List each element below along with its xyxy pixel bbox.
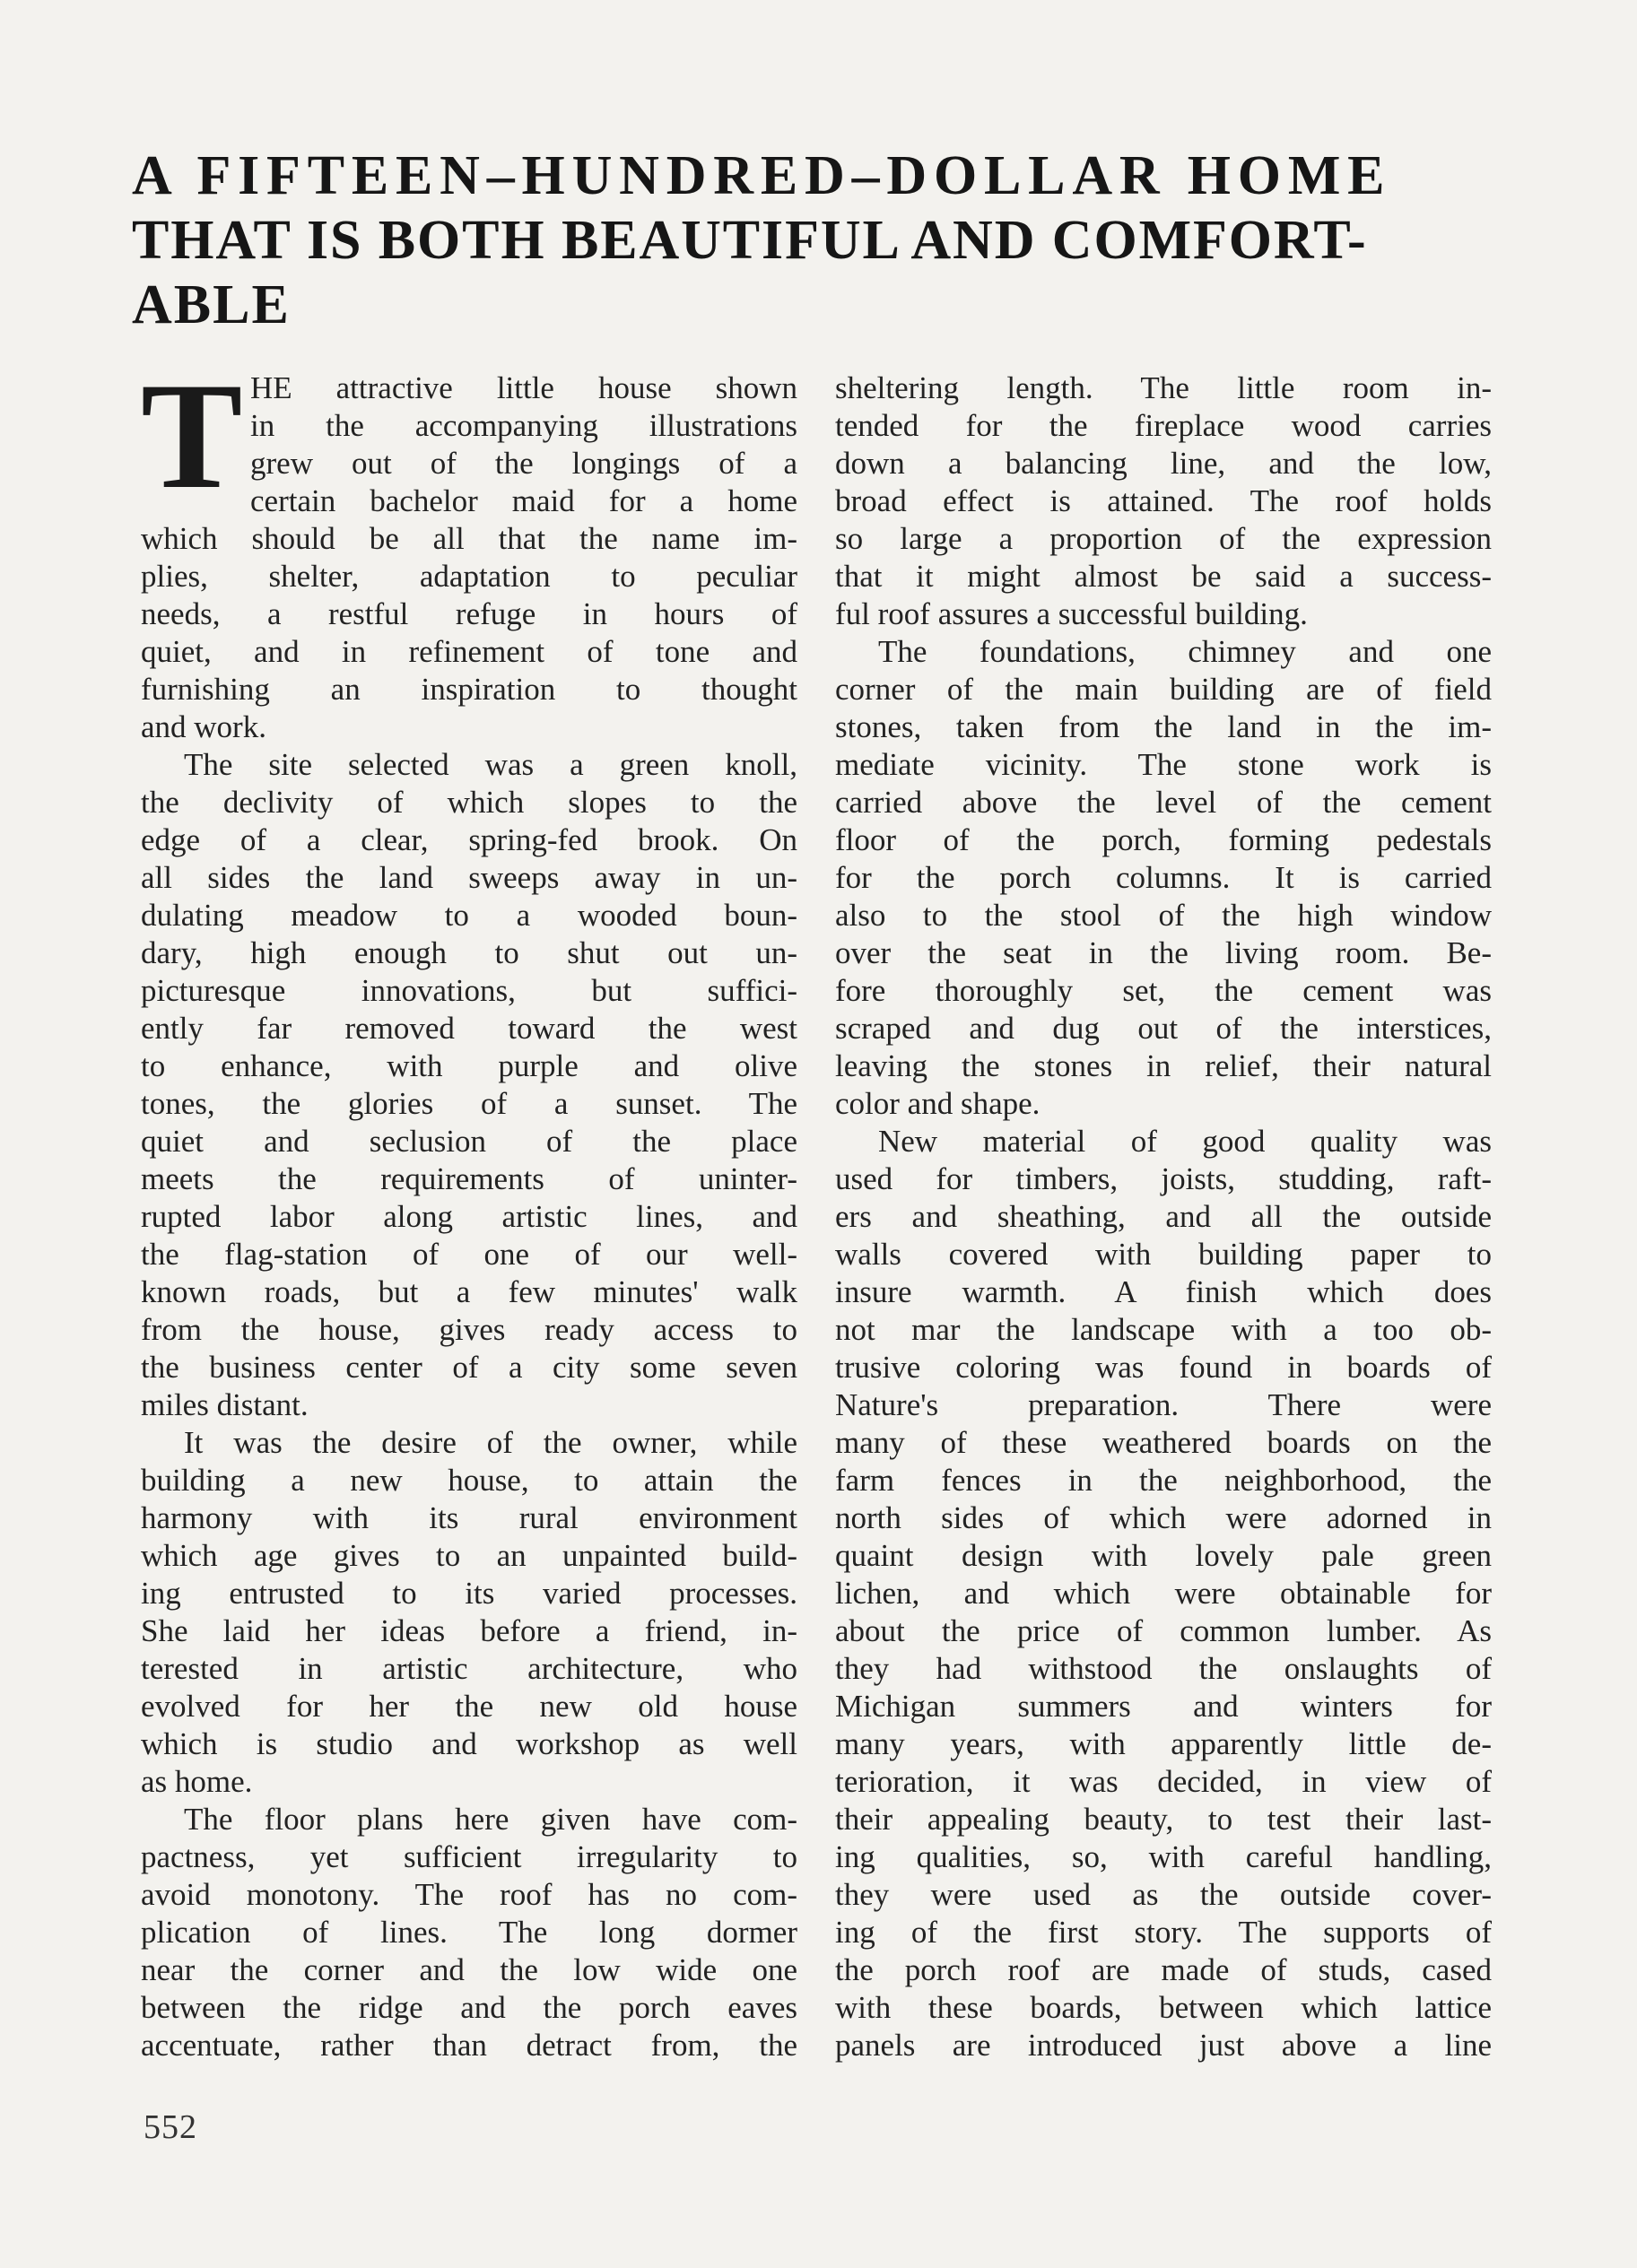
text-line: walls covered with building paper to [835,1237,1492,1272]
text-line: to enhance, with purple and olive [141,1048,797,1083]
text-line: lichen, and which were obtainable for [835,1576,1492,1611]
text-line: stones, taken from the land in the im- [835,709,1492,744]
text-line: quaint design with lovely pale green [835,1538,1492,1573]
text-line: down a balancing line, and the low, [835,446,1492,481]
drop-cap: T [141,352,243,520]
text-line: the business center of a city some seven [141,1350,797,1385]
text-line: building a new house, to attain the [141,1463,797,1498]
text-line: The site selected was a green knoll, [184,747,797,782]
text-line: tended for the fireplace wood carries [835,408,1492,443]
text-line: that it might almost be said a success- [835,559,1492,594]
text-line: north sides of which were adorned in [835,1500,1492,1535]
text-line: edge of a clear, spring-fed brook. On [141,822,797,857]
text-line: panels are introduced just above a line [835,2028,1492,2063]
text-line: furnishing an inspiration to thought [141,672,797,707]
right-column [835,369,1492,2064]
text-line: dulating meadow to a wooded boun- [141,898,797,933]
text-line: used for timbers, joists, studding, raft- [835,1161,1492,1196]
text-line: It was the desire of the owner, while [184,1425,797,1460]
text-line: corner of the main building are of field [835,672,1492,707]
page-number: 552 [144,2108,197,2146]
text-line: harmony with its rural environment [141,1500,797,1535]
text-line: so large a proportion of the expression [835,521,1492,556]
text-line: broad effect is attained. The roof holds [835,483,1492,518]
paragraph [835,633,1492,1123]
text-line: ful roof assures a successful building. [835,596,1308,631]
text-line: over the seat in the living room. Be- [835,935,1492,970]
text-line: plies, shelter, adaptation to peculiar [141,559,797,594]
text-line: with these boards, between which lattice [835,1990,1492,2025]
text-line: miles distant. [141,1387,309,1422]
paragraph [835,1123,1492,2064]
text-line: sheltering length. The little room in- [835,370,1492,405]
text-line: Michigan summers and winters for [835,1689,1492,1724]
text-line: the porch roof are made of studs, cased [835,1952,1492,1987]
text-line: ing qualities, so, with careful handling, [835,1839,1492,1874]
text-line: floor of the porch, forming pedestals [835,822,1492,857]
text-line: terioration, it was decided, in view of [835,1764,1492,1799]
text-line: color and shape. [835,1086,1041,1121]
text-line: their appealing beauty, to test their last- [835,1802,1492,1837]
text-line: evolved for her the new old house [141,1689,797,1724]
text-line: they had withstood the onslaughts of [835,1651,1492,1686]
text-line: about the price of common lumber. As [835,1613,1492,1648]
text-line: picturesque innovations, but suffici- [141,973,797,1008]
text-line: all sides the land sweeps away in un- [141,860,797,895]
text-line: insure warmth. A finish which does [835,1274,1492,1309]
text-line: tones, the glories of a sunset. The [141,1086,797,1121]
text-line: certain bachelor maid for a home [250,483,797,518]
text-line: they were used as the outside cover- [835,1877,1492,1912]
text-line: in the accompanying illustrations [250,408,797,443]
text-line: from the house, gives ready access to [141,1312,797,1347]
text-line: New material of good quality was [878,1124,1492,1159]
text-line: scraped and dug out of the interstices, [835,1011,1492,1046]
paragraph [141,352,797,746]
text-line: known roads, but a few minutes' walk [141,1274,797,1309]
left-column [141,352,797,2064]
text-line: and work. [141,709,266,744]
title-line-1: A FIFTEEN–HUNDRED–DOLLAR HOME [132,145,1392,206]
text-line: quiet, and in refinement of tone and [141,634,797,669]
text-line: which should be all that the name im- [141,521,797,556]
text-line: avoid monotony. The roof has no com- [141,1877,797,1912]
paragraph [835,369,1492,633]
text-line: as home. [141,1764,253,1799]
text-line: many of these weathered boards on the [835,1425,1492,1460]
text-line: meets the requirements of uninter- [141,1161,797,1196]
text-line: the declivity of which slopes to the [141,785,797,820]
paragraph [141,1801,797,2064]
text-line: fore thoroughly set, the cement was [835,973,1492,1008]
text-line: needs, a restful refuge in hours of [141,596,797,631]
text-line: leaving the stones in relief, their natural [835,1048,1492,1083]
text-line: ing of the first story. The supports of [835,1915,1492,1950]
text-line: dary, high enough to shut out un- [141,935,797,970]
text-line: which age gives to an unpainted build- [141,1538,797,1573]
text-line: many years, with apparently little de- [835,1726,1492,1761]
text-line: near the corner and the low wide one [141,1952,797,1987]
text-line: the flag-station of one of our well- [141,1237,797,1272]
title-line-3: ABLE [132,274,291,335]
text-line: She laid her ideas before a friend, in- [141,1613,797,1648]
text-line: also to the stool of the high window [835,898,1492,933]
text-line: plication of lines. The long dormer [141,1915,797,1950]
text-line: not mar the landscape with a too ob- [835,1312,1492,1347]
text-line: quiet and seclusion of the place [141,1124,797,1159]
title-line-2: THAT IS BOTH BEAUTIFUL AND COMFORT- [132,210,1368,271]
paragraph [141,746,797,1424]
article-title [132,143,1495,337]
text-line: terested in artistic architecture, who [141,1651,797,1686]
text-line: between the ridge and the porch eaves [141,1990,797,2025]
text-line: trusive coloring was found in boards of [835,1350,1492,1385]
text-line: HE attractive little house shown [250,370,797,405]
text-line: rupted labor along artistic lines, and [141,1199,797,1234]
text-line: for the porch columns. It is carried [835,860,1492,895]
text-line: farm fences in the neighborhood, the [835,1463,1492,1498]
text-line: Nature's preparation. There were [835,1387,1492,1422]
text-line: grew out of the longings of a [250,446,797,481]
text-line: ently far removed toward the west [141,1011,797,1046]
text-line: ers and sheathing, and all the outside [835,1199,1492,1234]
text-line: pactness, yet sufficient irregularity to [141,1839,797,1874]
text-line: The foundations, chimney and one [878,634,1492,669]
text-line: The floor plans here given have com- [184,1802,797,1837]
text-line: mediate vicinity. The stone work is [835,747,1492,782]
text-line: carried above the level of the cement [835,785,1492,820]
text-line: ing entrusted to its varied processes. [141,1576,797,1611]
text-line: accentuate, rather than detract from, the [141,2028,797,2063]
paragraph [141,1424,797,1801]
text-line: which is studio and workshop as well [141,1726,797,1761]
